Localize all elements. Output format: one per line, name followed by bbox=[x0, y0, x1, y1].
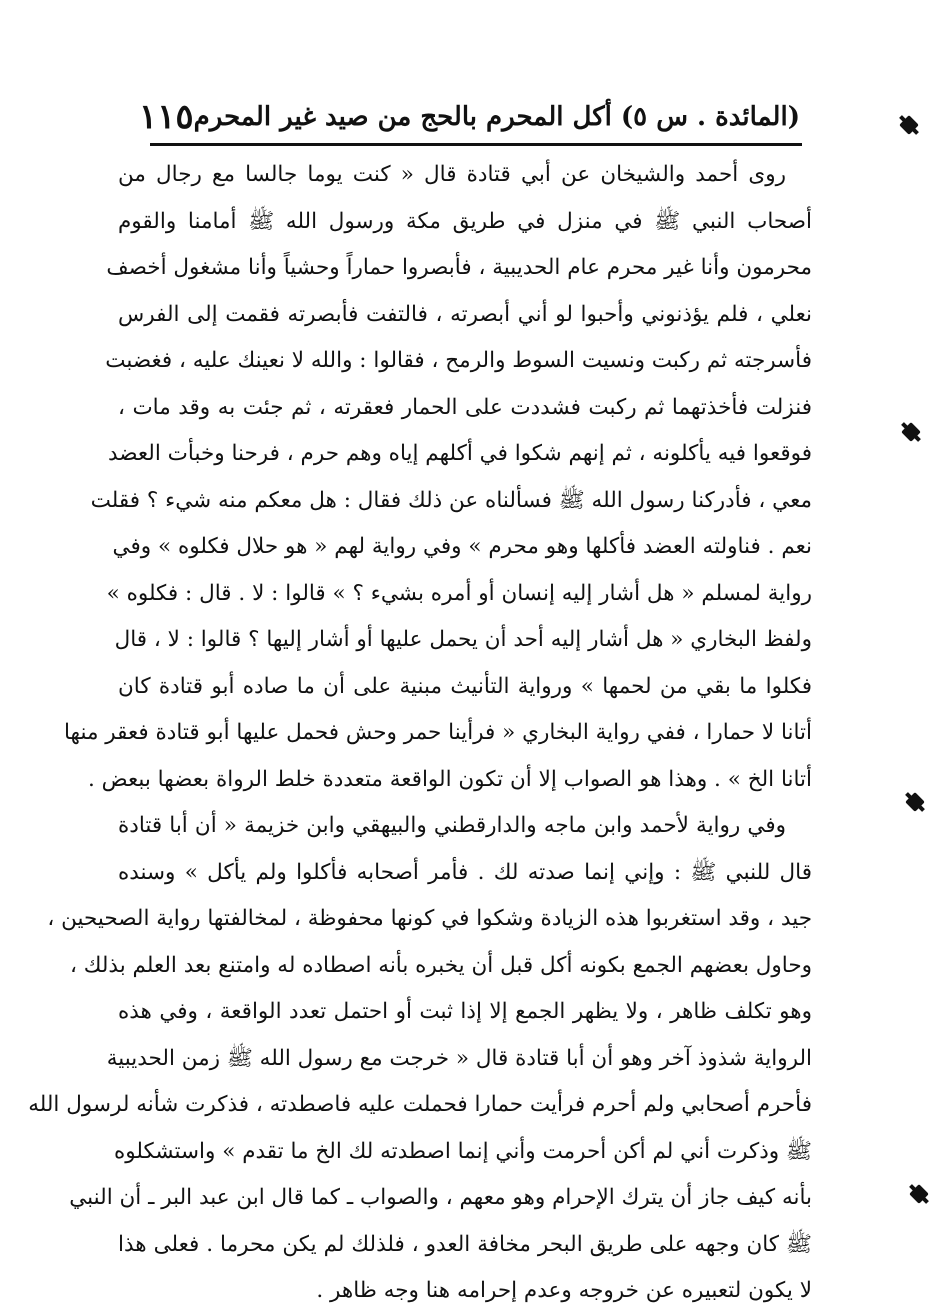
text-line: معي ، فأدركنا رسول الله ﷺ فسألناه عن ذلك فقال : هل معكم منه شيء ؟ فقلت bbox=[90, 487, 812, 513]
text-line: نعم . فناولته العضد فأكلها وهو محرم » وفي رواية لهم « هو حلال فكلوه » وفي bbox=[112, 534, 812, 559]
text-line: أتانا لا حمارا ، ففي رواية البخاري « فرأينا حمر وحش فحمل عليها أبو قتادة فعقر منها bbox=[64, 720, 812, 745]
text-line: فكلوا ما بقي من لحمها » ورواية التأنيث مبنية على أن ما صاده أبو قتادة كان bbox=[118, 673, 812, 699]
header-rule bbox=[150, 143, 802, 146]
text-line: قال للنبي ﷺ : وإني إنما صدته لك . فأمر أصحابه فأكلوا ولم يأكل » وسنده bbox=[118, 859, 812, 885]
text-line: الرواية شذوذ آخر وهو أن أبا قتادة قال « خرجت مع رسول الله ﷺ زمن الحديبية bbox=[106, 1045, 812, 1071]
body-text bbox=[28, 152, 812, 1315]
text-line: رواية لمسلم « هل أشار إليه إنسان أو أمره بشيء ؟ » قالوا : لا . قال : فكلوه » bbox=[106, 580, 812, 606]
binding-hole-mark bbox=[901, 422, 921, 442]
text-line: محرمون وأنا غير محرم عام الحديبية ، فأبصروا حماراً وحشياً وأنا مشغول أخصف bbox=[106, 255, 812, 280]
text-line: بأنه كيف جاز أن يترك الإحرام وهو معهم ، والصواب ـ كما قال ابن عبد البر ـ أن النبي bbox=[69, 1185, 812, 1210]
text-line: فوقعوا فيه يأكلونه ، ثم إنهم شكوا في أكلهم إياه وهم حرم ، فرحنا وخبأت العضد bbox=[108, 441, 812, 466]
text-line: ﷺ كان وجهه على طريق البحر مخافة العدو ، فلذلك لم يكن محرما . فعلى هذا bbox=[118, 1231, 812, 1257]
text-line: روى أحمد والشيخان عن أبي قتادة قال « كنت يوما جالسا مع رجال من bbox=[118, 162, 786, 187]
text-line: وفي رواية لأحمد وابن ماجه والدارقطني والبيهقي وابن خزيمة « أن أبا قتادة bbox=[118, 813, 786, 838]
text-line: فأسرجته ثم ركبت ونسيت السوط والرمح ، فقالوا : والله لا نعينك عليه ، فغضبت bbox=[105, 348, 812, 373]
running-header bbox=[138, 92, 800, 142]
text-line: أتانا الخ » . وهذا هو الصواب إلا أن تكون الواقعة متعددة خلط الرواة بعضها ببعض . bbox=[87, 766, 812, 792]
binding-hole-mark bbox=[899, 115, 919, 135]
text-line: أصحاب النبي ﷺ في منزل في طريق مكة ورسول الله ﷺ أمامنا والقوم bbox=[118, 208, 812, 234]
text-line: وحاول بعضهم الجمع بكونه أكل قبل أن يخبره بأنه اصطاده له وامتنع بعد العلم بذلك ، bbox=[69, 952, 812, 978]
text-line: وهو تكلف ظاهر ، ولا يظهر الجمع إلا إذا ثبت أو احتمل تعدد الواقعة ، وفي هذه bbox=[118, 999, 812, 1024]
binding-hole-mark bbox=[909, 1184, 929, 1204]
text-line: جيد ، وقد استغربوا هذه الزيادة وشكوا في كونها محفوظة ، لمخالفتها رواية الصحيحين ، bbox=[47, 906, 812, 931]
text-line: ولفظ البخاري « هل أشار إليه أحد أن يحمل عليها أو أشار إليها ؟ قالوا : لا ، قال bbox=[114, 627, 812, 652]
header-title: (المائدة . س ٥) أكل المحرم بالحج من صيد غير المحرم bbox=[193, 102, 800, 132]
page-number: ١١٥ bbox=[138, 97, 194, 137]
text-line: فأحرم أصحابي ولم أحرم فرأيت حمارا فحملت عليه فاصطدته ، فذكرت شأنه لرسول الله bbox=[28, 1092, 812, 1117]
text-line: نعلي ، فلم يؤذنوني وأحبوا لو أني أبصرته ، فالتفت فأبصرته فقمت إلى الفرس bbox=[118, 301, 812, 327]
text-line: لا يكون لتعبيره عن خروجه وعدم إحرامه هنا وجه ظاهر . bbox=[316, 1278, 812, 1303]
text-line: ﷺ وذكرت أني لم أكن أحرمت وأني إنما اصطدته لك الخ ما تقدم » واستشكلوه bbox=[113, 1138, 812, 1164]
text-line: فنزلت فأخذتهما ثم ركبت فشددت على الحمار فعقرته ، ثم جئت به وقد مات ، bbox=[118, 394, 812, 420]
binding-hole-mark bbox=[905, 792, 925, 812]
